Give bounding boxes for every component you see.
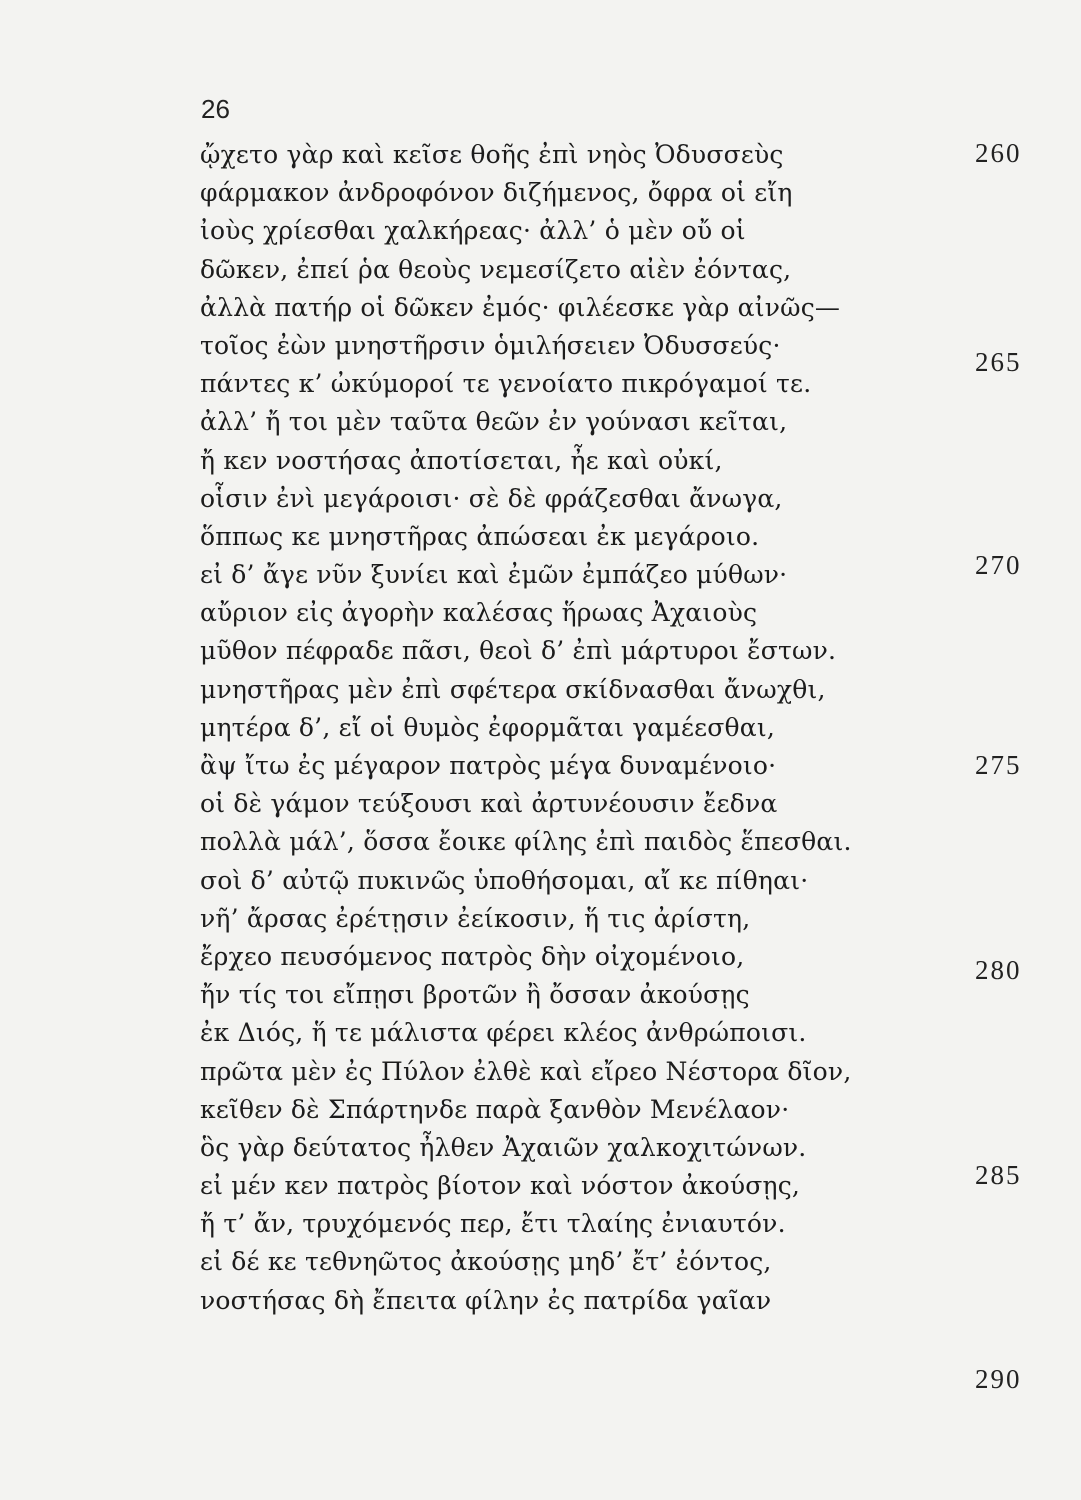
verse-line: πάντες κ’ ὠκύμοροί τε γενοίατο πικρόγαμοί τε. (200, 369, 812, 399)
verse-line: μῦθον πέφραδε πᾶσι, θεοὶ δ’ ἐπὶ μάρτυροι ἔστων. (200, 636, 837, 666)
verse-line: ὃς γὰρ δεύτατος ἦλθεν Ἀχαιῶν χαλκοχιτώνων. (200, 1132, 807, 1162)
verse-line: νῆ’ ἄρσας ἐρέτῃσιν ἐείκοσιν, ἥ τις ἀρίστη, (200, 903, 751, 933)
verse-line: ᾤχετο γὰρ καὶ κεῖσε θοῆς ἐπὶ νηὸς Ὀδυσσεὺς (200, 140, 784, 169)
verse-line: ἂψ ἴτω ἐς μέγαρον πατρὸς μέγα δυναμένοιο· (200, 751, 777, 780)
line-number-marker: 275 (975, 750, 1022, 780)
verse-line: οἱ δὲ γάμον τεύξουσι καὶ ἀρτυνέουσιν ἔεδνα (200, 789, 778, 819)
verse-line: ἐκ Διός, ἥ τε μάλιστα φέρει κλέος ἀνθρώποισι. (200, 1018, 807, 1048)
verse-line: ἤ κεν νοστήσας ἀποτίσεται, ἦε καὶ οὐκί, (200, 445, 723, 475)
line-number-marker: 290 (975, 1364, 1022, 1394)
verse-line: νοστήσας δὴ ἔπειτα φίλην ἐς πατρίδα γαῖαν (200, 1285, 772, 1315)
verse-line: πρῶτα μὲν ἐς Πύλον ἐλθὲ καὶ εἴρεο Νέστορα δῖον, (200, 1056, 852, 1086)
verse-line: ἤν τίς τοι εἴπῃσι βροτῶν ἢ ὄσσαν ἀκούσῃς (200, 980, 750, 1010)
verse-line: δῶκεν, ἐπεί ῥα θεοὺς νεμεσίζετο αἰὲν ἐόντας, (200, 254, 792, 284)
verse-line: αὔριον εἰς ἀγορὴν καλέσας ἥρωας Ἀχαιοὺς (200, 598, 758, 628)
verse-line: οἷσιν ἐνὶ μεγάροισι· σὲ δὲ φράζεσθαι ἄνωγα, (200, 483, 783, 513)
line-number-marker: 280 (975, 955, 1022, 985)
verse-line: ἀλλὰ πατήρ οἱ δῶκεν ἐμός· φιλέεσκε γὰρ αἰνῶς— (200, 292, 841, 322)
line-number-marker: 285 (975, 1160, 1022, 1190)
verse-line: ἤ τ’ ἄν, τρυχόμενός περ, ἔτι τλαίης ἐνιαυτόν. (200, 1209, 786, 1239)
verse-line: εἰ δ’ ἄγε νῦν ξυνίει καὶ ἐμῶν ἐμπάζεο μύθων· (200, 560, 788, 590)
verse-line: μητέρα δ’, εἴ οἱ θυμὸς ἐφορμᾶται γαμέεσθαι, (200, 712, 776, 742)
verse-text (200, 136, 900, 1320)
verse-line: μνηστῆρας μὲν ἐπὶ σφέτερα σκίδνασθαι ἄνωχθι, (200, 674, 826, 704)
verse-line: εἰ μέν κεν πατρὸς βίοτον καὶ νόστον ἀκούσῃς, (200, 1171, 801, 1201)
page-number: 26 (201, 94, 230, 124)
verse-line: τοῖος ἐὼν μνηστῆρσιν ὁμιλήσειεν Ὀδυσσεύς· (200, 330, 781, 360)
verse-line: πολλὰ μάλ’, ὅσσα ἔοικε φίλης ἐπὶ παιδὸς ἕπεσθαι. (200, 827, 852, 857)
line-number-marker: 260 (975, 138, 1022, 168)
verse-line: εἰ δέ κε τεθνηῶτος ἀκούσῃς μηδ’ ἔτ’ ἐόντος, (200, 1247, 772, 1277)
line-number-marker: 270 (975, 550, 1022, 580)
verse-line: ὅππως κε μνηστῆρας ἀπώσεαι ἐκ μεγάροιο. (200, 521, 760, 551)
verse-line: κεῖθεν δὲ Σπάρτηνδε παρὰ ξανθὸν Μενέλαον· (200, 1094, 790, 1124)
verse-line: ἀλλ’ ἤ τοι μὲν ταῦτα θεῶν ἐν γούνασι κεῖται, (200, 407, 788, 437)
verse-line: ἔρχεο πευσόμενος πατρὸς δὴν οἰχομένοιο, (200, 941, 745, 971)
verse-line: φάρμακον ἀνδροφόνον διζήμενος, ὄφρα οἱ εἴη (200, 178, 793, 208)
verse-line: σοὶ δ’ αὐτῷ πυκινῶς ὑποθήσομαι, αἴ κε πίθηαι· (200, 865, 809, 895)
verse-line: ἰοὺς χρίεσθαι χαλκήρεας· ἀλλ’ ὁ μὲν οὔ οἱ (200, 216, 746, 246)
line-number-marker: 265 (975, 347, 1022, 377)
